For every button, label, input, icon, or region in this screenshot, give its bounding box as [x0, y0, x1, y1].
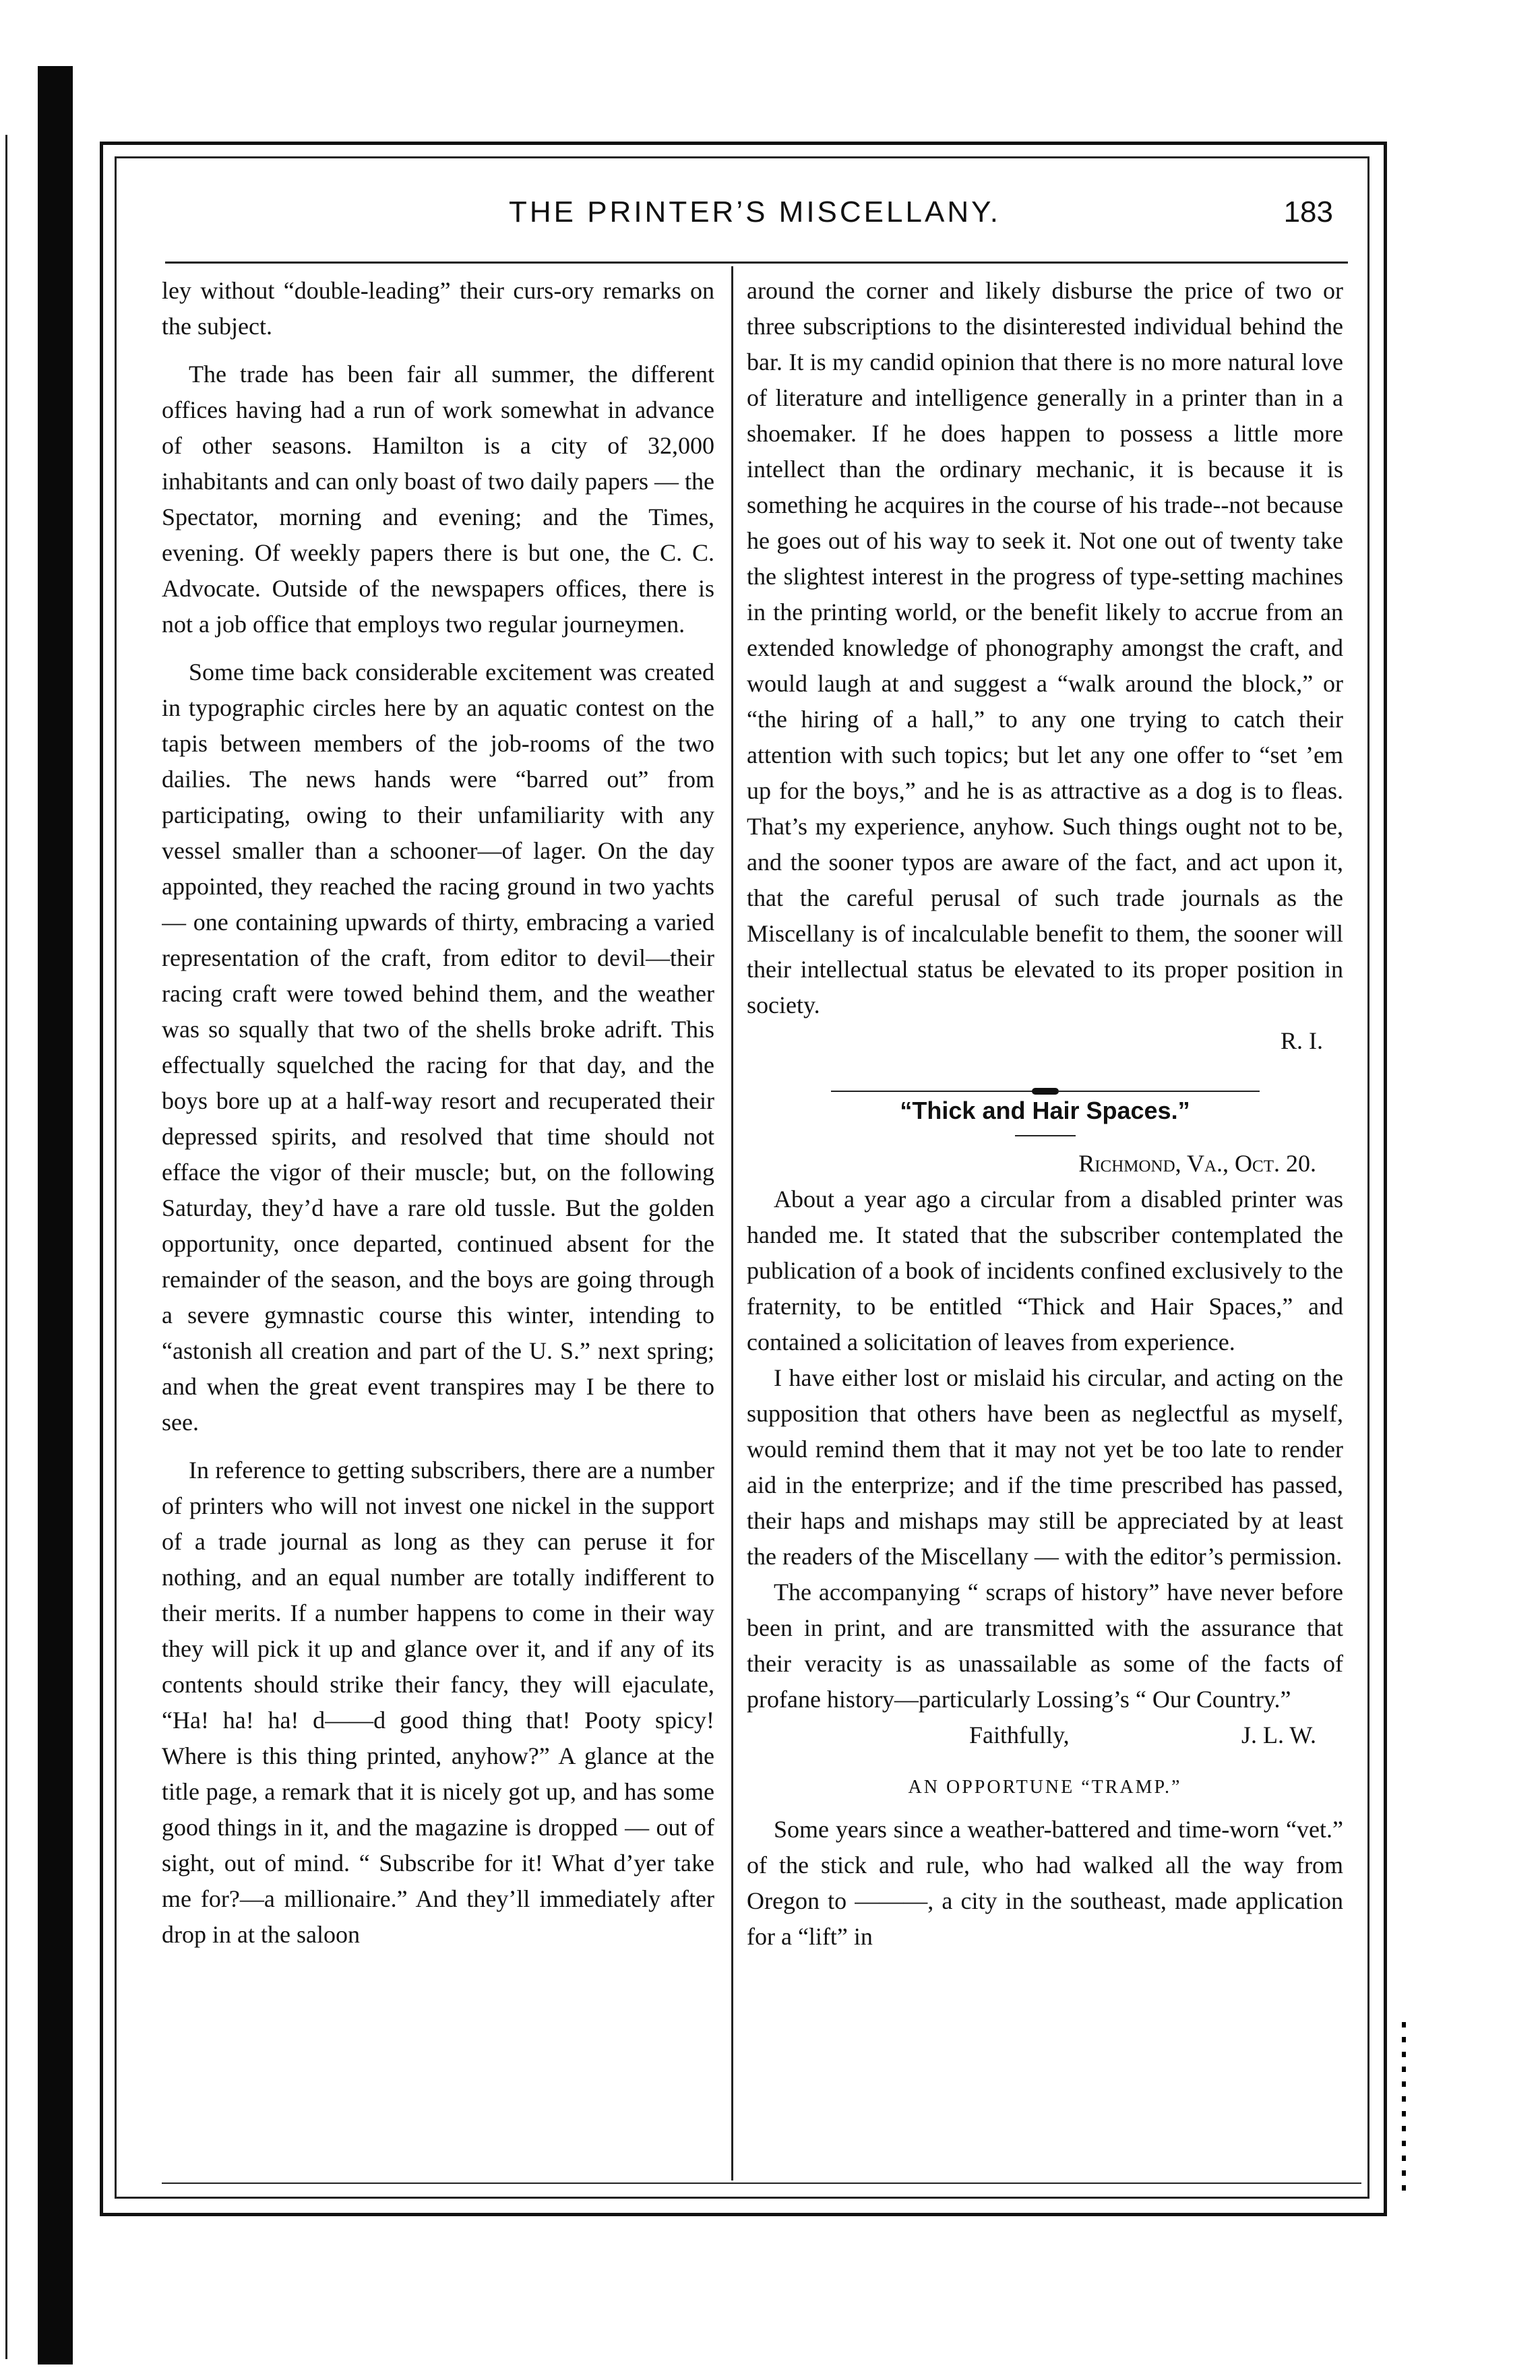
section-ornament [747, 1071, 1343, 1085]
dateline: Richmond, Va., Oct. 20. [1078, 1150, 1316, 1177]
paragraph: The trade has been fair all summer, the different offices having had a run of work somewhat in advance of other seasons. Hamilton is a city of 32,000 inhabitants and can only boast of two daily papers — the Spectator, morning and evening; and the Times, evening. Of weekly papers there is but one, the C. C. Advocate. Outside of the newspapers offices, there is not a job office that employs two regular journeymen. [162, 361, 714, 638]
paragraph: In reference to getting subscribers, there are a number of printers who will not invest one nickel in the support of a trade journal as long as they can peruse it for nothing, and an equal number are totally indifferent to their merits. If a number happens to come in their way they will pick it up and glance over it, and if any of its contents should strike their fancy, they will ejaculate, “Ha! ha! ha! d——d good thing that! Pooty spicy! Where is this thing printed, anyhow?” A glance at the title page, a remark that it is nicely got up, and has some good things in it, and the magazine is dropped — out of sight, out of mind. “ Subscribe for it! What d’yer take me for?—a millionaire.” And they’ll immediately after drop in at the saloon [162, 1457, 714, 1948]
page-title: THE PRINTER’S MISCELLANY. [508, 195, 1001, 228]
page-header [162, 189, 1348, 249]
closing-salutation: Faithfully, [969, 1721, 1070, 1748]
paragraph: Some years since a weather-battered and time-worn “vet.” of the stick and rule, who had walked all the way from Oregon to ———, a city in the southeast, made application for a “lift” in [747, 1816, 1343, 1950]
paragraph: The accompanying “ scraps of history” have never before been in print, and are transmitted with the assurance that their veracity is as unassailable as some of the facts of profane history—particularly Lossing’s “ Our Country.” [747, 1579, 1343, 1713]
scan-specks [1402, 2022, 1406, 2197]
paragraph: around the corner and likely disburse the price of two or three subscriptions to the disinterested individual behind the bar. It is my candid opinion that there is no more natural love of literature and intelligence generally in a printer than in a shoemaker. If he does happen to possess a little more intellect than the ordinary mechanic, it is because it is something he acquires in the course of his trade--not because he goes out of his way to seek it. Not one out of twenty take the slightest interest in the progress of type-setting machines in the printing world, or the benefit likely to accrue from an extended knowledge of phonography amongst the craft, and would laugh at and suggest a “walk around the block,” or “the hiring of a hall,” to any one trying to catch their attention with such topics; but let any one offer to “set ’em up for the boys,” and he is as attractive as a dog is to fleas. That’s my experience, anyhow. Such things ought not to be, and the sooner typos are aware of the fact, and act upon it, that the careful perusal of such trade journals as the Miscellany is of incalculable benefit to them, the sooner will their intellectual status be elevated to its proper position in society. [747, 277, 1343, 1018]
left-column [162, 273, 714, 2184]
article-heading: “Thick and Hair Spaces.” [900, 1097, 1190, 1124]
right-column [747, 273, 1343, 2184]
bottom-rule [162, 2183, 1361, 2184]
column-divider [731, 266, 733, 2180]
page-number: 183 [1283, 195, 1333, 228]
scan-edge-line [5, 135, 7, 2359]
closing-line [747, 1717, 1343, 1753]
sub-heading: AN OPPORTUNE “TRAMP.” [908, 1777, 1182, 1798]
heading-rule [1015, 1135, 1076, 1136]
header-rule [165, 262, 1348, 264]
paragraph: ley without “double-leading” their curs-ory remarks on the subject. [162, 277, 714, 340]
paragraph: About a year ago a circular from a disabled printer was handed me. It stated that the subscriber contemplated the publication of a book of incidents confined exclusively to the fraternity, to be entitled “Thick and Hair Spaces,” and contained a solicitation of leaves from experience. [747, 1186, 1343, 1355]
paragraph: Some time back considerable excitement was created in typographic circles here by an aquatic contest on the tapis between members of the job-rooms of the two dailies. The news hands were “barred out” from participating, owing to their unfamiliarity with any vessel smaller than a schooner—of lager. On the day appointed, they reached the racing ground in two yachts — one containing upwards of thirty, embracing a varied representation of the craft, from editor to devil—their racing craft were towed behind them, and the weather was so squally that two of the shells broke adrift. This effectually squelched the racing for that day, and the boys bore up at a half-way resort and recuperated their depressed spirits, and resolved that time should not efface the vigor of their muscle; but, on the following Saturday, they’d have a rare old tussle. But the golden opportunity, once departed, continued absent for the remainder of the season, and the boys are going through a severe gymnastic course this winter, intending to “astonish all creation and part of the U. S.” next spring; and when the great event transpires may I be there to see. [162, 659, 714, 1436]
scan-binding-shadow [38, 66, 73, 2364]
author-signature: J. L. W. [1241, 1721, 1316, 1748]
paragraph: I have either lost or mislaid his circular, and acting on the supposition that others have been as neglectful as myself, would remind them that it may not yet be too late to render aid in the enterprize; and if the time prescribed has passed, their haps and mishaps may still be appreciated by at least the readers of the Miscellany — with the editor’s permission. [747, 1364, 1343, 1570]
author-signature: R. I. [1281, 1027, 1323, 1054]
